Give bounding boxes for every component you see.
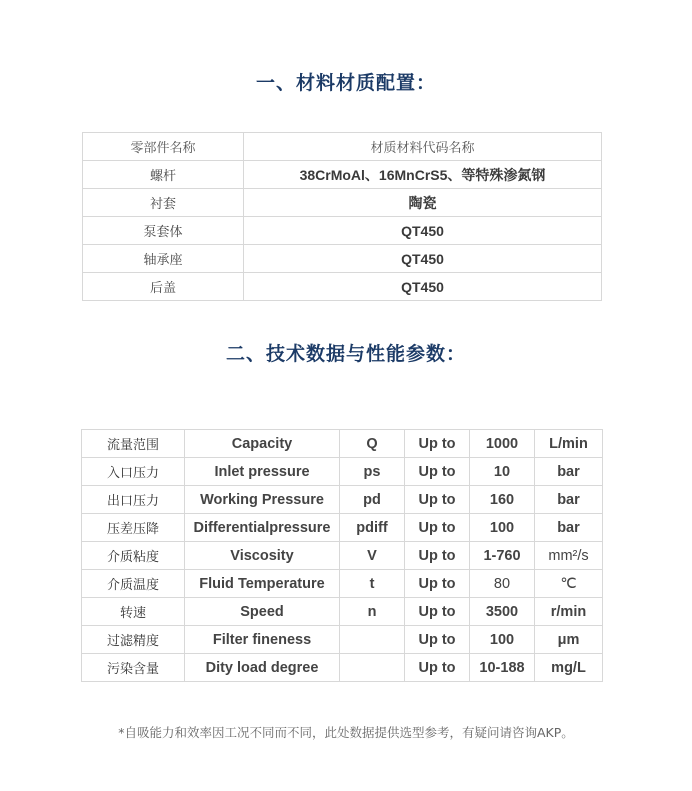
param-en-cell: Speed xyxy=(185,598,340,626)
unit-cell: r/min xyxy=(535,598,603,626)
param-cn-cell: 介质粘度 xyxy=(82,542,185,570)
value-cell: 100 xyxy=(470,514,535,542)
value-cell: 80 xyxy=(470,570,535,598)
param-cn-cell: 污染含量 xyxy=(82,654,185,682)
unit-cell: L/min xyxy=(535,430,603,458)
unit-cell: bar xyxy=(535,486,603,514)
material-cell: QT450 xyxy=(244,217,602,245)
param-cn-cell: 介质温度 xyxy=(82,570,185,598)
part-name-cell: 后盖 xyxy=(83,273,244,301)
param-cn-cell: 入口压力 xyxy=(82,458,185,486)
table-row xyxy=(83,189,602,217)
up-to-cell: Up to xyxy=(405,654,470,682)
table-header-row xyxy=(83,133,602,161)
material-cell: QT450 xyxy=(244,273,602,301)
value-cell: 160 xyxy=(470,486,535,514)
unit-cell: mg/L xyxy=(535,654,603,682)
table-row xyxy=(82,458,603,486)
symbol-cell: pdiff xyxy=(340,514,405,542)
technical-data-table xyxy=(81,429,603,682)
up-to-cell: Up to xyxy=(405,542,470,570)
materials-table xyxy=(82,132,602,301)
value-cell: 3500 xyxy=(470,598,535,626)
up-to-cell: Up to xyxy=(405,570,470,598)
param-cn-cell: 出口压力 xyxy=(82,486,185,514)
up-to-cell: Up to xyxy=(405,598,470,626)
up-to-cell: Up to xyxy=(405,514,470,542)
symbol-cell: t xyxy=(340,570,405,598)
up-to-cell: Up to xyxy=(405,430,470,458)
table-row xyxy=(83,161,602,189)
param-en-cell: Fluid Temperature xyxy=(185,570,340,598)
part-name-cell: 螺杆 xyxy=(83,161,244,189)
param-en-cell: Capacity xyxy=(185,430,340,458)
table-row xyxy=(82,514,603,542)
param-en-cell: Working Pressure xyxy=(185,486,340,514)
param-en-cell: Dity load degree xyxy=(185,654,340,682)
value-cell: 1-760 xyxy=(470,542,535,570)
value-cell: 10 xyxy=(470,458,535,486)
param-en-cell: Viscosity xyxy=(185,542,340,570)
material-cell: QT450 xyxy=(244,245,602,273)
header-cell-material-code: 材质材料代码名称 xyxy=(244,133,602,161)
param-cn-cell: 压差压降 xyxy=(82,514,185,542)
symbol-cell: V xyxy=(340,542,405,570)
part-name-cell: 轴承座 xyxy=(83,245,244,273)
value-cell: 10-188 xyxy=(470,654,535,682)
unit-cell: ℃ xyxy=(535,570,603,598)
param-cn-cell: 过滤精度 xyxy=(82,626,185,654)
up-to-cell: Up to xyxy=(405,626,470,654)
section-title-materials: 一、材料材质配置： xyxy=(255,72,436,94)
table-row xyxy=(82,486,603,514)
table-row xyxy=(82,626,603,654)
up-to-cell: Up to xyxy=(405,458,470,486)
param-en-cell: Filter fineness xyxy=(185,626,340,654)
table-row xyxy=(82,542,603,570)
footnote: *自吸能力和效率因工况不同而不同，此处数据提供选型参考，有疑问请咨询AKP。 xyxy=(118,725,574,740)
symbol-cell: pd xyxy=(340,486,405,514)
table-row xyxy=(82,598,603,626)
value-cell: 1000 xyxy=(470,430,535,458)
param-cn-cell: 转速 xyxy=(82,598,185,626)
symbol-cell xyxy=(340,626,405,654)
section-title-technical-data: 二、技术数据与性能参数： xyxy=(225,343,466,365)
symbol-cell xyxy=(340,654,405,682)
unit-cell: bar xyxy=(535,514,603,542)
unit-cell: bar xyxy=(535,458,603,486)
unit-cell: mm²/s xyxy=(535,542,603,570)
table-row xyxy=(82,654,603,682)
table-row xyxy=(83,217,602,245)
header-cell-part-name: 零部件名称 xyxy=(83,133,244,161)
table-row xyxy=(83,273,602,301)
table-row xyxy=(83,245,602,273)
up-to-cell: Up to xyxy=(405,486,470,514)
part-name-cell: 衬套 xyxy=(83,189,244,217)
material-cell: 陶瓷 xyxy=(244,189,602,217)
material-cell: 38CrMoAl、16MnCrS5、等特殊渗氮钢 xyxy=(244,161,602,189)
unit-cell: μm xyxy=(535,626,603,654)
symbol-cell: n xyxy=(340,598,405,626)
param-cn-cell: 流量范围 xyxy=(82,430,185,458)
table-row xyxy=(82,430,603,458)
value-cell: 100 xyxy=(470,626,535,654)
table-row xyxy=(82,570,603,598)
param-en-cell: Inlet pressure xyxy=(185,458,340,486)
param-en-cell: Differentialpressure xyxy=(185,514,340,542)
part-name-cell: 泵套体 xyxy=(83,217,244,245)
symbol-cell: ps xyxy=(340,458,405,486)
symbol-cell: Q xyxy=(340,430,405,458)
